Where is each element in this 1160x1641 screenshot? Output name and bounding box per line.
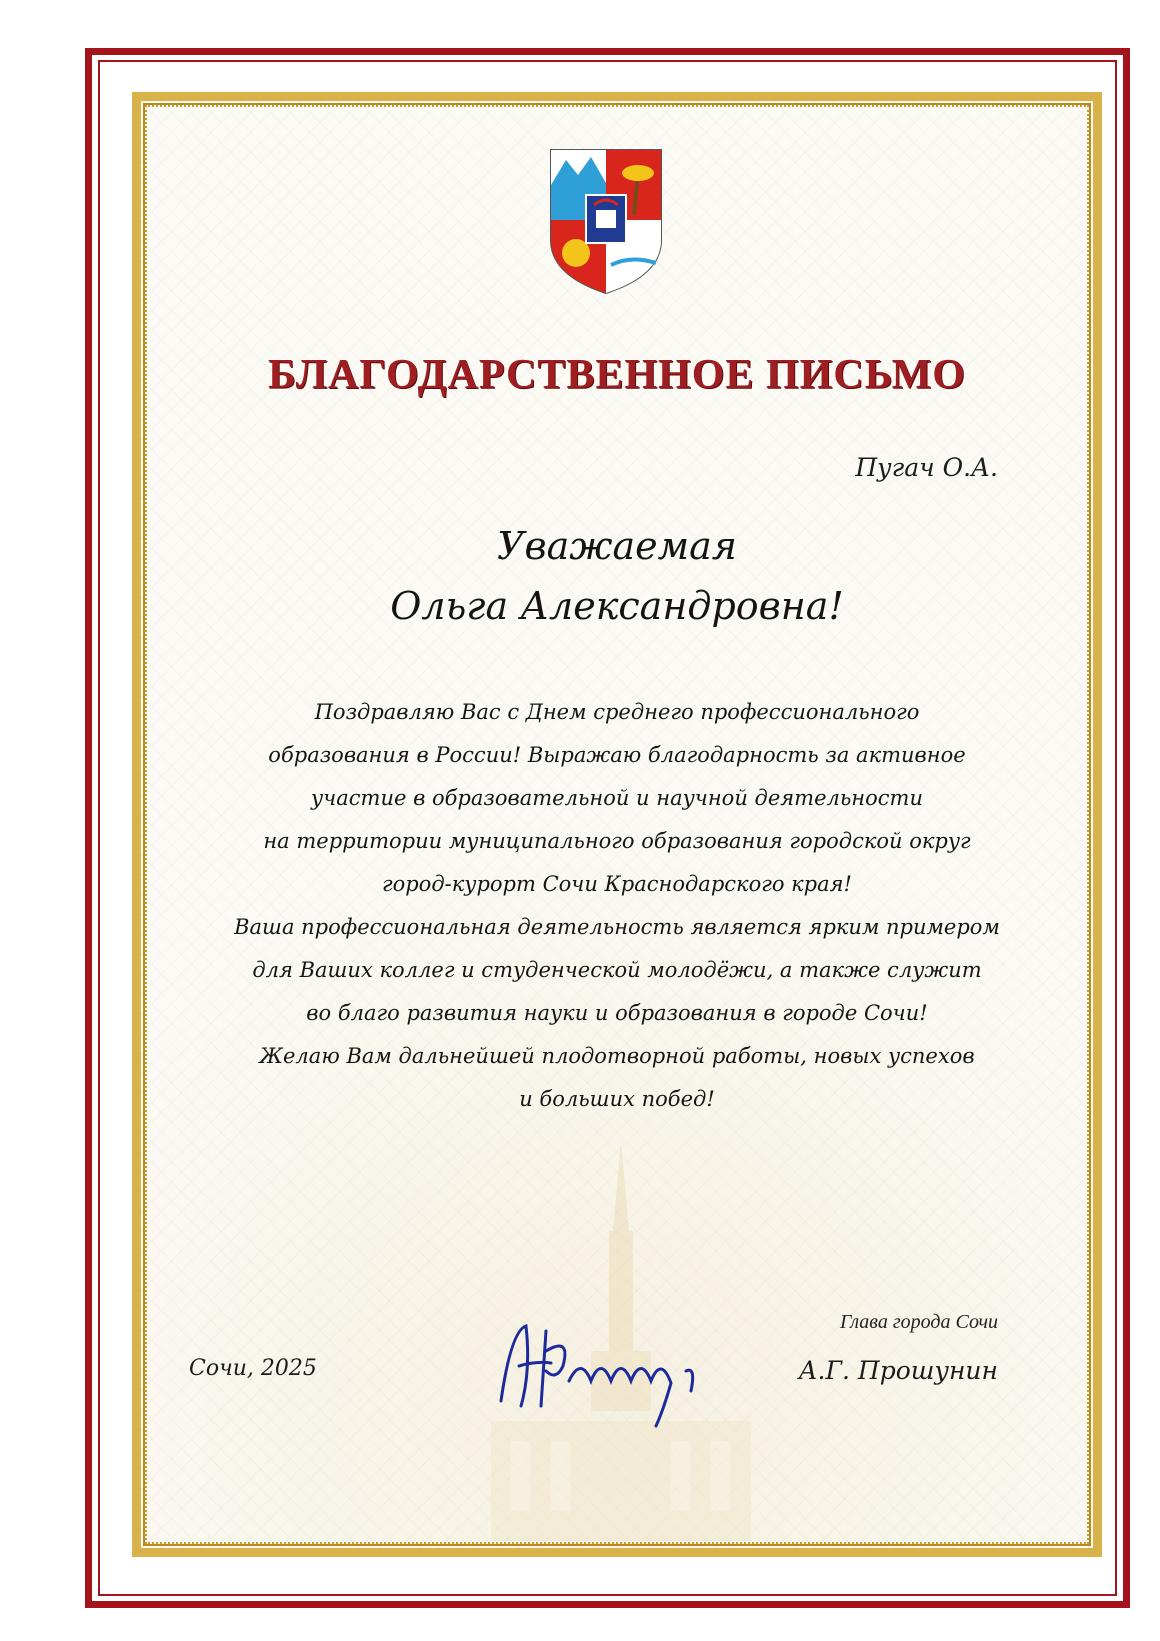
salutation-line-1: Уважаемая xyxy=(497,524,737,568)
body-line: Поздравляю Вас с Днем среднего профессионального xyxy=(314,700,920,724)
body-line: на территории муниципального образования городской округ xyxy=(263,829,971,853)
handwritten-signature xyxy=(491,1311,721,1431)
signer-position: Глава города Сочи xyxy=(840,1311,998,1333)
body-line: участие в образовательной и научной деятельности xyxy=(311,786,923,810)
document-title: БЛАГОДАРСТВЕННОЕ ПИСЬМО xyxy=(268,352,966,398)
body-line: Ваша профессиональная деятельность является ярким примером xyxy=(234,915,1000,939)
salutation-line-2: Ольга Александровна! xyxy=(390,584,844,628)
coat-of-arms-emblem xyxy=(546,145,666,295)
body-line: и больших побед! xyxy=(519,1087,715,1111)
body-line: город-курорт Сочи Краснодарского края! xyxy=(381,872,852,896)
letter-body xyxy=(171,691,1063,1121)
certificate-sheet xyxy=(132,92,1102,1557)
body-line: во благо развития науки и образования в городе Сочи! xyxy=(306,1001,928,1025)
signer-name: А.Г. Прошунин xyxy=(798,1356,998,1385)
body-line: образования в России! Выражаю благодарность за активное xyxy=(268,743,966,767)
place-and-date: Сочи, 2025 xyxy=(189,1356,317,1381)
addressee-name: Пугач О.А. xyxy=(855,453,998,482)
salutation xyxy=(141,516,1093,636)
body-line: для Ваших коллег и студенческой молодёжи, а также служит xyxy=(252,958,982,982)
body-line: Желаю Вам дальнейшей плодотворной работы, новых успехов xyxy=(259,1044,975,1068)
